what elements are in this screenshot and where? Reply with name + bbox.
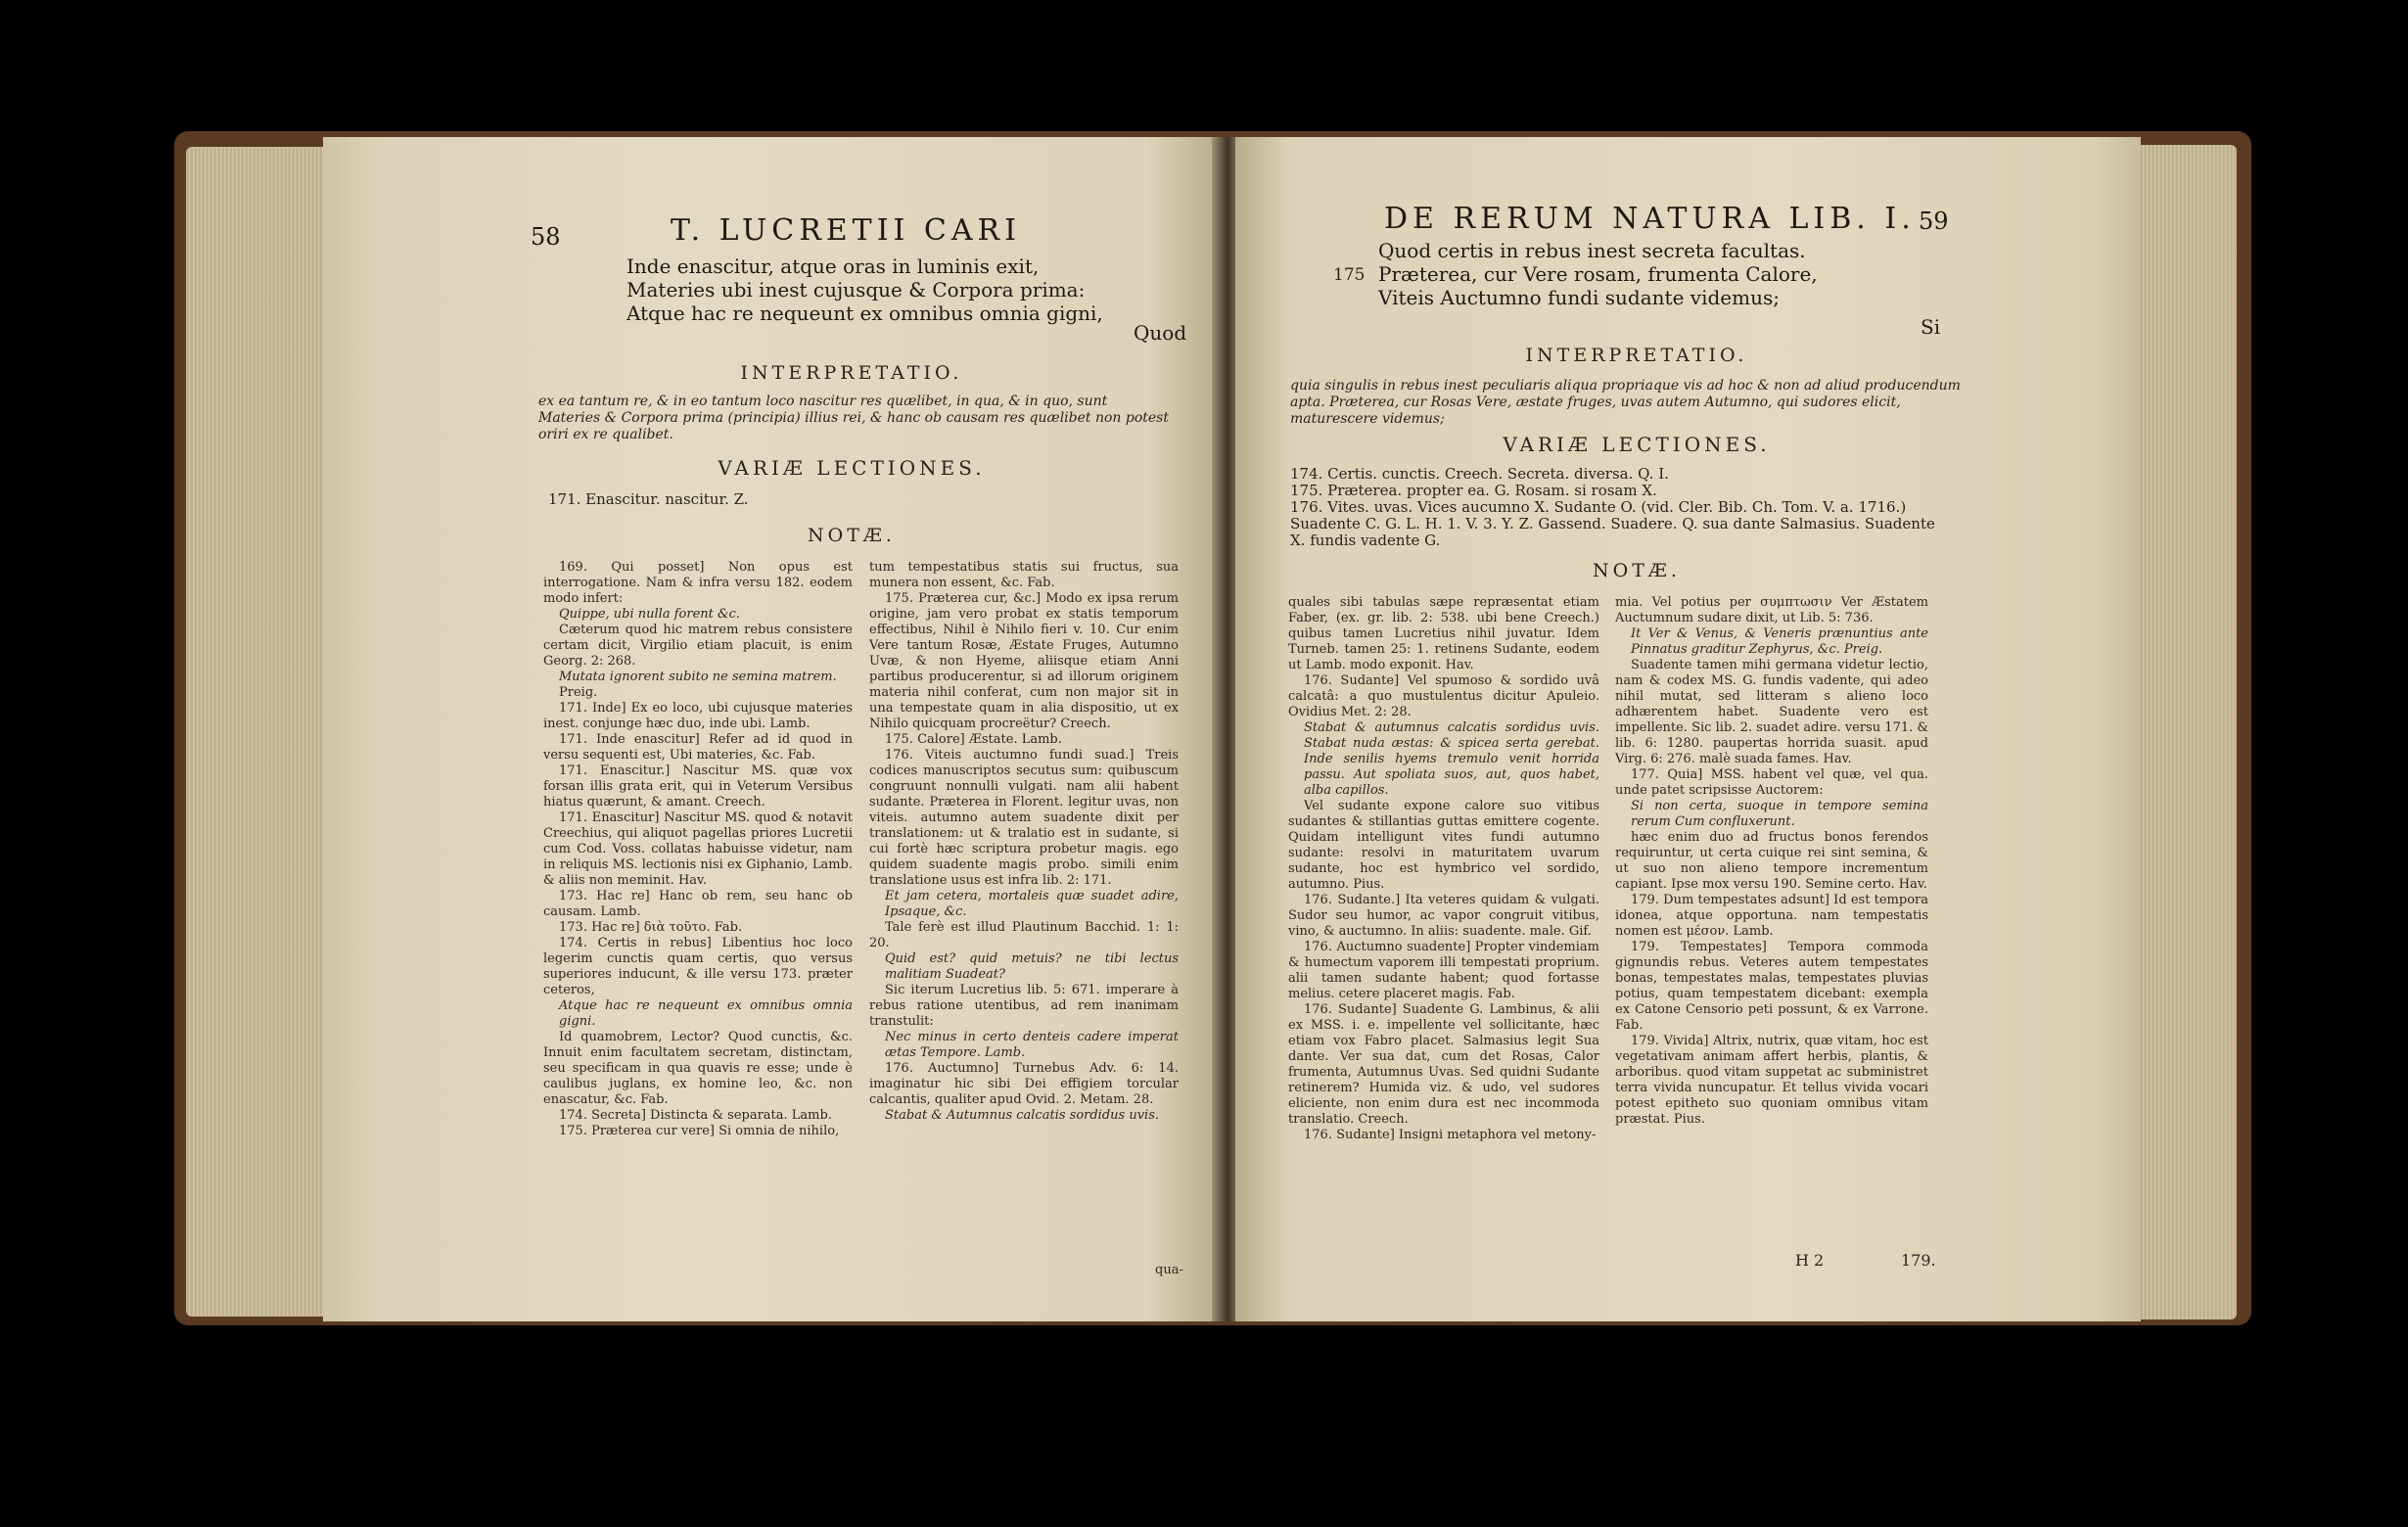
note: quales sibi tabulas sæpe repræsentat etiam Faber, (ex. gr. lib. 2: 538. ubi bene Creech.) quibus tamen Lucretius nihil juvatur. Idem Turneb. tamen 25: 1. retinens Sudante, eodem ut Lamb. modo exponit. Hav. [1288, 595, 1599, 672]
note: mia. Vel potius per συμπτωσιν Ver Æstatem Auctumnum sudare dixit, ut Lib. 5: 736. [1615, 595, 1928, 625]
variae-line: X. fundis vadente G. [1290, 532, 1441, 549]
left-variae-heading: VARIÆ LECTIONES. [718, 456, 986, 480]
verse-line: Quod certis in rebus inest secreta facultas. [1378, 239, 1806, 262]
note-quote: Quid est? quid metuis? ne tibi lectus malitiam Suadeat? [885, 951, 1179, 982]
left-page-catchword: qua- [1155, 1263, 1183, 1277]
left-notae-heading: NOTÆ. [808, 525, 896, 546]
verse-line: Atque hac re nequeunt ex omnibus omnia gigni, [626, 301, 1103, 325]
note: tum tempestatibus statis sui fructus, sua munera non essent, &c. Fab. [869, 560, 1179, 590]
note: 176. Sudante] Insigni metaphora vel metony- [1304, 1128, 1597, 1142]
note: 171. Enascitur] Nascitur MS. quod & notavit Creechius, qui aliquot pagellas priores Lucretii cum Cod. Voss. collatas habuisse videtur, nam in reliquis MS. lectionis nisi ex Giphanio, Lamb. & aliis non meminit. Hav. [543, 810, 853, 888]
note: 174. Secreta] Distincta & separata. Lamb. [559, 1108, 832, 1123]
note: 176. Auctumno] Turnebus Adv. 6: 14. imaginatur hic sibi Dei effigiem torcular calcantis, qualiter apud Ovid. 2. Metam. 28. [869, 1061, 1179, 1107]
right-page [1235, 137, 2141, 1321]
note-quote: Atque hac re nequeunt ex omnibus omnia gigni. [559, 998, 853, 1029]
note-quote: Si non certa, suoque in tempore semina rerum Cum confluxerunt. [1631, 799, 1928, 829]
note: hæc enim duo ad fructus bonos ferendos requiruntur, ut certa cuique rei sint semina, & ut suo non alieno tempore incrementum capiant. Ipse mox versu 190. Semine certo. Hav. [1615, 830, 1928, 892]
note: 179. Tempestates] Tempora commoda gignundis rebus. Veteres autem tempestates bonas, tempestates malas, tempestates pluvias potius, quam tempestatem dicebant: exempla ex Catone Censorio peti possunt, & ex Varrone. Fab. [1615, 940, 1928, 1033]
note: 179. Vivida] Altrix, nutrix, quæ vitam, hoc est vegetativam animam affert herbis, plantis, & arboribus. quod vitam suppetat ac subministret terra vivida nuncupatur. Et tellus vivida vocari potest epitheto suo quoniam omnibus vitam præstat. Pius. [1615, 1034, 1928, 1127]
variae-line: 176. Vites. uvas. Vices aucumno X. Sudante O. (vid. Cler. Bib. Ch. Tom. V. a. 1716.) [1290, 498, 1907, 516]
note: 175. Calore] Æstate. Lamb. [885, 732, 1062, 747]
left-variae-line: 171. Enascitur. nascitur. Z. [548, 490, 749, 508]
note: Vel sudante expone calore suo vitibus sudantes & stillantias guttas emittere cogente. Quidam intelligunt vites fundi autumno sudante: resolvi in maturitatem uvarum sudante, hoc est hymbrico vel sordido, autumno. Pius. [1288, 799, 1599, 892]
note: 174. Certis in rebus] Libentius hoc loco legerim cunctis quam certis, quo versus superiores inducunt, & ille versu 173. præter ceteros, [543, 936, 853, 997]
note-quote: Quippe, ubi nulla forent &c. [559, 607, 740, 622]
note-quote: Et jam cetera, mortaleis quæ suadet adire, Ipsaque, &c. [885, 889, 1179, 919]
right-variae-list [1290, 466, 1975, 549]
note: 176. Sudante] Vel spumoso & sordido uvâ calcatâ: a quo mustulentus dicitur Apuleio. Ovidius Met. 2: 28. [1288, 673, 1599, 719]
left-page-number: 58 [531, 223, 561, 251]
right-page-edges [2124, 145, 2237, 1319]
note: 173. Hac re] Hanc ob rem, seu hanc ob causam. Lamb. [543, 889, 853, 919]
note: 176. Auctumno suadente] Propter vindemiam & humectum vaporem illi tempestati proprium. alii tamen sudante habent; quod fortasse melius. cetere placeret magis. Fab. [1288, 940, 1599, 1001]
left-running-title: T. LUCRETII CARI [671, 213, 1021, 248]
left-page-edges [186, 147, 333, 1317]
right-notes-column-2 [1615, 595, 1928, 1128]
note: 169. Qui posset] Non opus est interrogatione. Nam & infra versu 182. eodem modo infert: [543, 560, 853, 606]
right-variae-heading: VARIÆ LECTIONES. [1503, 433, 1771, 456]
note-quote: Stabat & Autumnus calcatis sordidus uvis. [885, 1108, 1160, 1123]
note: 171. Inde] Ex eo loco, ubi cujusque materies inest. conjunge hæc duo, inde ubi. Lamb. [543, 701, 853, 731]
left-verses [626, 254, 1103, 325]
note: 179. Dum tempestates adsunt] Id est tempora idonea, atque opportuna. nam tempestatis nomen est μέσον. Lamb. [1615, 893, 1928, 939]
note-quote: Mutata ignorent subito ne semina matrem. [559, 670, 837, 684]
left-interpretatio-text: ex ea tantum re, & in eo tantum loco nascitur res quælibet, in qua, & in quo, sunt Materies & Corpora prima (principia) illius rei, & hanc ob causam res quælibet non potest oriri ex re qualibet. [538, 393, 1169, 442]
left-page [323, 137, 1219, 1321]
left-notes-column-2 [869, 560, 1179, 1124]
note: 176. Viteis auctumno fundi suad.] Treis codices manuscriptos secutus sum: quibuscum congruunt nonnulli vulgati. nam alii habent sudante. Præterea in Florent. legitur uvas, non viteis. autumno autem suadente dixit per translationem: ut & tralatio est in sudante, si cui fortè hæc scriptura probetur magis. ego quidem suadente magis probo. simili enim translatione usus est infra lib. 2: 171. [869, 748, 1179, 888]
note: 171. Enascitur.] Nascitur MS. quæ vox forsan illis grata erit, qui in Veterum Versibus hiatus quærunt, & amant. Creech. [543, 764, 853, 810]
note-quote: Stabat & autumnus calcatis sordidus uvis. Stabat nuda æstas: & spicea serta gerebat. Inde senilis hyems tremulo venit horrida passu. Aut spoliata suos, aut, quos habet, alba capillos. [1304, 720, 1599, 798]
note: Id quamobrem, Lector? Quod cunctis, &c. Innuit enim facultatem secretam, distinctam, seu specificam in qua quavis re esse; unde è caulibus juglans, ex homine leo, &c. non enascatur, &c. Fab. [543, 1030, 853, 1107]
note: 173. Hac re] διὰ τοῦτο. Fab. [559, 920, 743, 935]
note: 177. Quia] MSS. habent vel quæ, vel qua. unde patet scripsisse Auctorem: [1615, 767, 1928, 798]
left-verse-catchword: Quod [1134, 321, 1187, 345]
right-notes-column-1 [1288, 595, 1599, 1143]
note: 176. Sudante.] Ita veteres quidam & vulgati. Sudor seu humor, ac vapor congruit vitibus, vino, & auctumno. In aliis: suadente. male. Gif. [1288, 893, 1599, 939]
right-verse-catchword: Si [1921, 315, 1941, 339]
verse-number: 175 [1333, 265, 1366, 285]
verse-line: Viteis Auctumno fundi sudante videmus; [1378, 286, 1780, 309]
right-running-title: DE RERUM NATURA LIB. I. [1384, 202, 1916, 236]
signature-mark: H 2 [1795, 1251, 1825, 1270]
variae-line: 175. Præterea. propter ea. G. Rosam. si rosam X. [1290, 482, 1657, 499]
note: 176. Sudante] Suadente G. Lambinus, & alii ex MSS. i. e. impellente vel sollicitante, hæc etiam vox Fabro placet. Salmasius legit Sua dante. Ver sua dat, cum det Rosas, Calor frumenta, Autumnus Uvas. Sed quidni Sudante retinerem? Humida viz. & udo, vel sudores eliciente, non enim dura est nec incommoda translatio. Creech. [1288, 1002, 1599, 1127]
note-quote: It Ver & Venus, & Veneris prænuntius ante Pinnatus graditur Zephyrus, &c. Preig. [1631, 626, 1928, 657]
verse-line: Præterea, cur Vere rosam, frumenta Calore, [1378, 262, 1818, 286]
note-quote: Nec minus in certo denteis cadere imperat ætas Tempore. Lamb. [885, 1030, 1179, 1060]
note: 175. Præterea cur, &c.] Modo ex ipsa rerum origine, jam vero probat ex statis temporum effectibus, Nihil è Nihilo fieri v. 10. Cur enim Vere tantum Rosæ, Æstate Fruges, Autumno Uvæ, & non Hyeme, aliisque etiam Anni partibus producerentur, si ad illorum originem materia nihil conferat, cum non major sit in una tempestate quam in alia dispositio, ut ex Nihilo quicquam procreëtur? Creech. [869, 591, 1179, 731]
note: Suadente tamen mihi germana videtur lectio, nam & codex MS. G. fundis vadente, qui adeo nihil mutat, sed litteram s alieno loco adhærentem habet. Suadente vero est impellente. Sic lib. 2. suadet adire. versu 171. & lib. 6: 1280. paupertas horrida suasit. apud Virg. 6: 276. malè suada fames. Hav. [1615, 658, 1928, 766]
note: Tale ferè est illud Plautinum Bacchid. 1: 1: 20. [869, 920, 1179, 950]
right-page-number: 59 [1919, 208, 1949, 235]
variae-line: 174. Certis. cunctis. Creech. Secreta. diversa. Q. I. [1290, 465, 1669, 483]
variae-line: Suadente C. G. L. H. 1. V. 3. Y. Z. Gassend. Suadere. Q. sua dante Salmasius. Suadente [1290, 515, 1935, 532]
verse-line: Materies ubi inest cujusque & Corpora prima: [626, 278, 1086, 301]
left-notes-column-1 [543, 560, 853, 1139]
verse-line: Inde enascitur, atque oras in luminis exit, [626, 254, 1040, 278]
note: Cæterum quod hic matrem rebus consistere certam dicit, Virgilio etiam placuit, is enim Georg. 2: 268. [543, 623, 853, 669]
right-interpretatio-heading: INTERPRETATIO. [1525, 345, 1748, 366]
right-page-catchword: 179. [1901, 1251, 1936, 1270]
right-interpretatio-text: quia singulis in rebus inest peculiaris aliqua propriaque vis ad hoc & non ad aliud producendum apta. Præterea, cur Rosas Vere, æstate fruges, uvas autem Autumno, qui sudores elicit, maturescere videmus; [1290, 378, 1961, 427]
left-interpretatio-heading: INTERPRETATIO. [740, 362, 963, 384]
note-attribution: Preig. [559, 685, 598, 700]
note: Sic iterum Lucretius lib. 5: 671. imperare à rebus ratione utentibus, ad rem inanimam transtulit: [869, 983, 1179, 1029]
note: 171. Inde enascitur] Refer ad id quod in versu sequenti est, Ubi materies, &c. Fab. [543, 732, 853, 763]
right-notae-heading: NOTÆ. [1593, 560, 1681, 581]
note: 175. Præterea cur vere] Si omnia de nihilo, [559, 1124, 840, 1138]
